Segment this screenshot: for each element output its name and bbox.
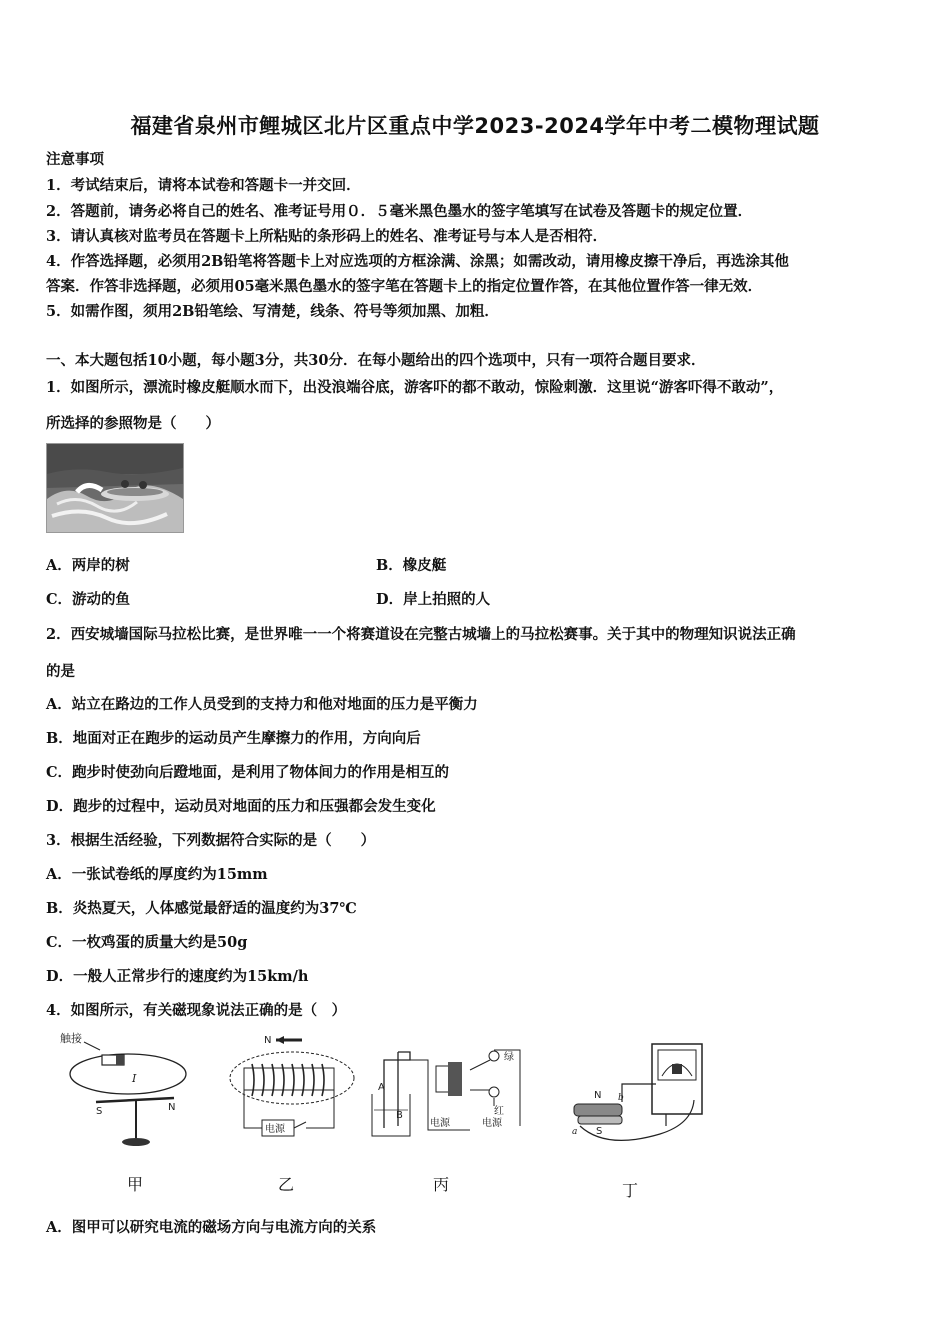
fig3-power1-label: 电源	[430, 1118, 450, 1129]
q2-stem-line2: 的是	[46, 663, 75, 680]
notice-item-1: 1．考试结束后，请将本试卷和答题卡一并交回．	[46, 177, 361, 194]
page-title: 福建省泉州市鲤城区北片区重点中学2023-2024学年中考二模物理试题	[130, 114, 820, 138]
fig4-b-label: b	[618, 1093, 624, 1103]
fig3-b-label: B	[396, 1110, 403, 1121]
q2-option-c: C．跑步时使劲向后蹬地面，是利用了物体间力的作用是相互的	[46, 764, 450, 781]
figure-label-bing: 丙	[433, 1175, 450, 1194]
figure-label-yi: 乙	[278, 1175, 295, 1194]
fig3-red-label: 红	[494, 1106, 504, 1117]
q2-stem-line1: 2．西安城墙国际马拉松比赛，是世界唯一一个将赛道设在完整古城墙上的马拉松赛事。关于其中的物理知识说法正确	[46, 626, 796, 643]
fig3-power2-label: 电源	[482, 1118, 502, 1129]
q1-option-d: D．岸上拍照的人	[376, 591, 491, 608]
fig1-n-label: N	[168, 1102, 176, 1113]
q1-stem-line1: 1．如图所示，漂流时橡皮艇顺水而下，出没浪端谷底，游客吓的都不敢动，惊险刺激．这里说“游客吓得不敢动”，	[46, 379, 784, 396]
q1-stem-line2: 所选择的参照物是（ ）	[46, 415, 220, 432]
fig3-a-label: A	[378, 1082, 385, 1093]
q4-stem: 4．如图所示，有关磁现象说法正确的是（ ）	[46, 1002, 347, 1019]
q2-option-a: A．站立在路边的工作人员受到的支持力和他对地面的压力是平衡力	[46, 696, 478, 713]
q3-option-c: C．一枚鸡蛋的质量大约是50g	[46, 934, 248, 951]
fig2-power-label: 电源	[265, 1124, 285, 1135]
q3-option-b: B．炎热夏天，人体感觉最舒适的温度约为37℃	[46, 900, 357, 917]
figure-label-jia: 甲	[127, 1175, 144, 1194]
notice-item-5: 5．如需作图，须用2B铅笔绘、写清楚，线条、符号等须加黑、加粗．	[46, 303, 499, 320]
fig4-s-label: S	[596, 1126, 603, 1137]
fig4-n-label: N	[594, 1090, 602, 1101]
q3-option-d: D．一般人正常步行的速度约为15km/h	[46, 968, 309, 985]
rafting-photo	[46, 443, 184, 533]
q2-option-d: D．跑步的过程中，运动员对地面的压力和压强都会发生变化	[46, 798, 436, 815]
figure-ding-diagram	[566, 1030, 716, 1180]
fig4-a-label: a	[572, 1127, 578, 1137]
fig2-n-label: N	[264, 1035, 272, 1046]
notice-item-4-cont: 答案．作答非选择题，必须用05毫米黑色墨水的签字笔在答题卡上的指定位置作答，在其他位置作答一律无效．	[46, 278, 763, 295]
q3-stem: 3．根据生活经验，下列数据符合实际的是（ ）	[46, 832, 376, 849]
q2-option-b: B．地面对正在跑步的运动员产生摩擦力的作用，方向向后	[46, 730, 421, 747]
fig1-current-label: I	[132, 1072, 137, 1085]
q3-option-a: A．一张试卷纸的厚度约为15mm	[46, 866, 268, 883]
figure-jia-diagram	[56, 1030, 196, 1160]
q4-option-a: A．图甲可以研究电流的磁场方向与电流方向的关系	[46, 1219, 377, 1236]
fig1-touch-label: 触接	[60, 1032, 82, 1045]
figure-yi-diagram	[222, 1030, 362, 1140]
q1-option-b: B．橡皮艇	[376, 557, 447, 574]
notice-item-4: 4．作答选择题，必须用2B铅笔将答题卡上对应选项的方框涂满、涂黑；如需改动，请用橡皮擦干净后，再选涂其他	[46, 253, 789, 270]
notice-item-2: 2．答题前，请务必将自己的姓名、准考证号用０．５毫米黑色墨水的签字笔填写在试卷及答题卡的规定位置．	[46, 203, 753, 220]
fig1-s-label: S	[96, 1106, 103, 1117]
q1-option-c: C．游动的鱼	[46, 591, 131, 608]
q1-option-a: A．两岸的树	[46, 557, 130, 574]
notice-item-3: 3．请认真核对监考员在答题卡上所粘贴的条形码上的姓名、准考证号与本人是否相符．	[46, 228, 608, 245]
notice-heading: 注意事项	[46, 151, 104, 168]
figure-label-ding: 丁	[622, 1181, 639, 1200]
figure-bing-diagram	[370, 1030, 530, 1140]
section-1-heading: 一、本大题包括10小题，每小题3分，共30分．在每小题给出的四个选项中，只有一项符合题目要求．	[46, 352, 706, 369]
fig3-green-label: 绿	[504, 1052, 514, 1063]
